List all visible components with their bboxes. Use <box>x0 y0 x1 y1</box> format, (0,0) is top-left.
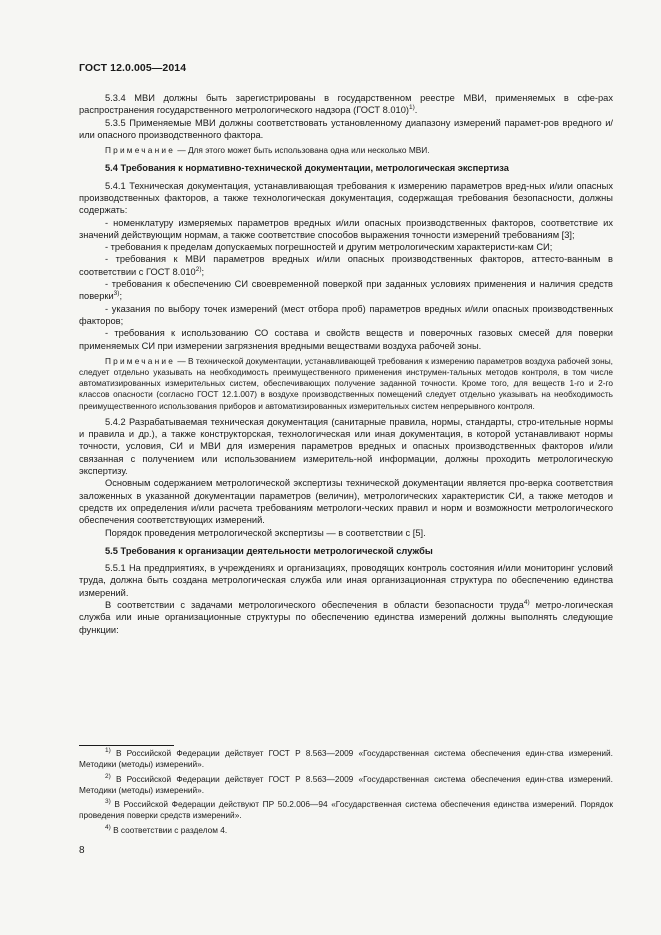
paragraph: - номенклатуру измеряемых параметров вредных и/или опасных производственных факторов, соответствие их значений действующим нормам, а также соответствие способов выражения точности измерений требованиям [3]; <box>79 217 613 240</box>
footnote-ref: 3) <box>113 290 120 298</box>
paragraph: - требования к использованию СО состава и свойств веществ и поверочных газовых смесей для поверки применяемых СИ при измерении загрязнения вредными веществами воздуха рабочей зоны. <box>79 328 613 351</box>
paragraph: - указания по выбору точек измерений (мест отбора проб) параметров вредных и/или опасных производственных факторов; <box>79 303 613 326</box>
footnote-mark: 1) <box>105 747 111 755</box>
section-heading: 5.5 Требования к организации деятельности метрологической службы <box>105 545 433 556</box>
note: Примечание — В технической документации, устанавливающей требования к измерению параметров воздуха рабочей зоны, следует отдельно указывать на необходимость преимущественного применения инструмен-тальных методов контроля, в том числе автоматизированных измерительных систем, обеспечивающих получение заданной точности. Кроме того, для веществ 1-го и 2-го классов опасности (согласно ГОСТ 12.1.007) в воздухе производственных помещений следует отдельно указывать на необходимость преимущественного использования приборов и автоматизированных измерительных систем непрерывного контроля. <box>79 355 613 411</box>
footnotes <box>79 748 613 839</box>
footnote-mark: 3) <box>105 798 111 806</box>
footnote: $^{1)}$ В Российской Федерации действует ГОСТ Р 8.563—2009 «Государственная система обеспечения един-ства измерений. Методики (методы) измерений». <box>79 747 613 770</box>
footnote-mark: 4) <box>105 824 111 832</box>
paragraph: В соответствии с задачами метрологического обеспечения в области безопасности труда$^{4)}$ метро-логическая служба или иные организационные структуры по обеспечению единства измерений должны выполнять следующие функции: <box>79 598 613 635</box>
footnote-ref: 2) <box>195 265 202 273</box>
note-label: Примечание <box>105 145 176 156</box>
footnote-ref: 4) <box>523 598 530 606</box>
page-number: 8 <box>79 845 85 856</box>
paragraph: - требования к обеспечению СИ своевременной поверкой при заданных условиях применения и наличия средств поверки$^{3)}$; <box>79 279 613 302</box>
paragraph: Порядок проведения метрологической экспертизы — в соответствии с [5]. <box>105 527 426 538</box>
document-header-title: ГОСТ 12.0.005—2014 <box>79 62 187 74</box>
paragraph: 5.5.1 На предприятиях, в учреждениях и организациях, проводящих контроль состояния и/или мониторинг условий труда, должна быть создана метрологическая служба или иная организационная структура по обеспечению единства измерений. <box>79 563 613 598</box>
document-body <box>79 92 613 636</box>
footnote-mark: 2) <box>105 772 111 780</box>
paragraph: 5.4.2 Разрабатываемая техническая документация (санитарные правила, нормы, стандарты, стро-ительные нормы и правила и др.), а также конструкторская, технологическая или иная документация, в которой устанавливают нормы точности, условия, СИ и МВИ для измерения параметров вредных и опасных производственных факторов и/или связанная с получением или использованием измеритель-ной информации, должны проходить метрологическую экспертизу. <box>79 416 613 477</box>
paragraph: 5.4.1 Техническая документация, устанавливающая требования к измерению параметров вред-ных и/или опасных производственных факторов, а также технологическая документация, содержащая требования безопасности, должны содержать: <box>79 180 613 216</box>
footnote: $^{4)}$ В соответствии с разделом 4. <box>105 824 228 835</box>
note-label: Примечание <box>105 355 176 366</box>
footnote-ref: 1) <box>409 104 415 112</box>
footnote: $^{3)}$ В Российской Федерации действуют ПР 50.2.006—94 «Государственная система обеспечения единства измерений. Порядок проведения поверки средств измерений». <box>79 798 613 821</box>
footnote: $^{2)}$ В Российской Федерации действует ГОСТ Р 8.563—2009 «Государственная система обеспечения един-ства измерений. Методики (методы) измерений». <box>79 772 613 795</box>
paragraph: 5.3.5 Применяемые МВИ должны соответствовать установленному диапазону измерений парамет-ров вредного и/или опасного производственного фактора. <box>79 117 613 140</box>
paragraph: - требования к МВИ параметров вредных и/или опасных производственных факторов, аттесто-ванным в соответствии с ГОСТ 8.010$^{2)}$; <box>79 254 613 277</box>
note: Примечание — Для этого может быть использована одна или несколько МВИ. <box>105 145 430 156</box>
paragraph: - требования к пределам допускаемых погрешностей и другим метрологическим характеристи-кам СИ; <box>105 242 553 253</box>
footnote-divider <box>79 745 174 746</box>
section-heading: 5.4 Требования к нормативно-технической документации, метрологическая экспертиза <box>105 163 509 174</box>
paragraph: Основным содержанием метрологической экспертизы технической документации является про-верка соответствия заложенных в указанной документации параметров (величин), метрологических характеристик СИ, а также методов и средств их определения и/или расчета требованиям метрологи-ческих правил и норм и возможности метрологического обеспечения соответствующих измерений. <box>79 478 613 526</box>
paragraph: 5.3.4 МВИ должны быть зарегистрированы в государственном реестре МВИ, применяемых в сфе-рах распространения государственного метрологического надзора (ГОСТ 8.010)$^{1)}$. <box>79 93 613 116</box>
